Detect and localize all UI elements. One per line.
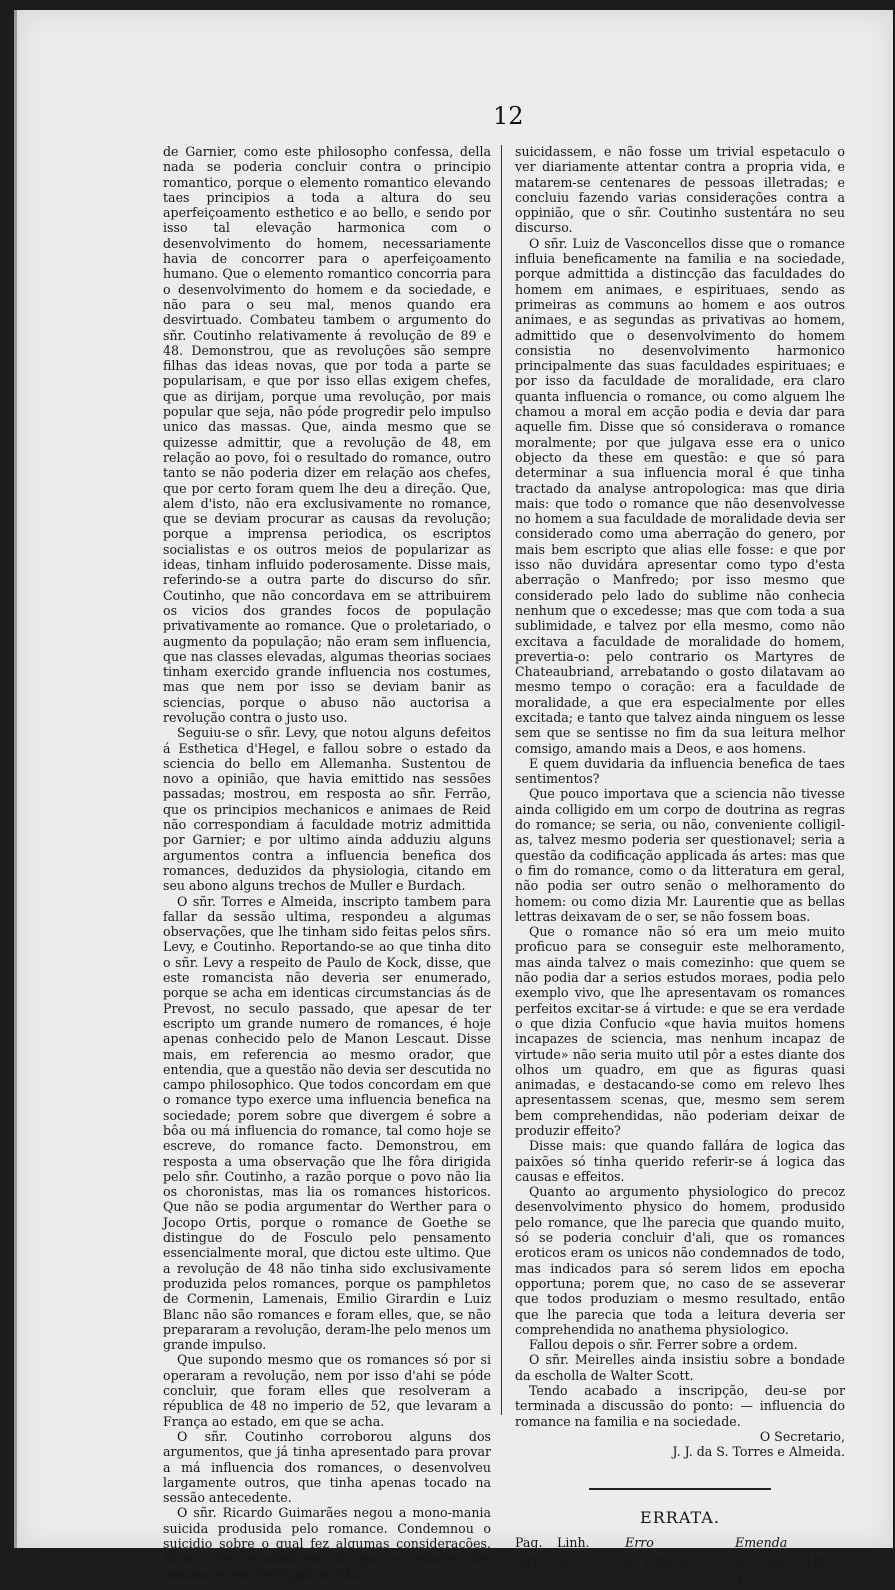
errata-header-row bbox=[515, 1533, 845, 1552]
errata-page: 301 bbox=[515, 1553, 540, 1569]
errata-col-line: Linh. bbox=[557, 1534, 590, 1550]
signature-name: J. J. da S. Torres e Almeida. bbox=[672, 1444, 845, 1460]
paragraph: Fallou depois o sñr. Ferrer sobre a ordem. bbox=[529, 1337, 798, 1353]
paragraph: Tendo acabado a inscripção, deu-se por terminada a discussão do ponto: — influencia do romance na familia e na sociedade. bbox=[515, 1383, 845, 1429]
errata-line: ult. bbox=[557, 1553, 579, 1569]
signature-title: O Secretario, bbox=[759, 1428, 845, 1444]
paragraph: O sñr. Coutinho corroborou alguns dos argumentos, que já tinha apresentado para provar a má influencia dos romances, o desenvolveu largamente outros, que tinha apenas tocado na sessão antecedente. bbox=[163, 1428, 491, 1506]
page-number: 12 bbox=[493, 102, 524, 130]
errata-col-page: Pag. bbox=[515, 1534, 543, 1550]
column-divider bbox=[501, 145, 502, 1415]
errata-heading: ERRATA. bbox=[640, 1507, 720, 1527]
errata-col-correction: Emenda bbox=[735, 1534, 788, 1550]
paragraph: Seguiu-se o sñr. Levy, que notou alguns defeitos á Esthetica d'Hegel, e fallou sobre o estado da sciencia do bello em Allemanha. Sustentou de novo a opinião, que havia emittido nas sessões passadas; mostrou, em resposta ao sñr. Ferrão, que os principios mechanicos e animaes de Reid não correspondiam á faculdade motriz admittida por Garnier; e por ultimo ainda adduziu alguns argumentos contra a influencia benefica dos romances, deduzidos da physiologia, citando em seu abono alguns trechos de Muller e Burdach. bbox=[163, 725, 491, 894]
errata-col-error: Erro bbox=[625, 1534, 654, 1550]
paragraph: E quem duvidaria da influencia benefica de taes sentimentos? bbox=[515, 755, 845, 787]
errata-row bbox=[515, 1552, 845, 1590]
paragraph: Disse mais: que quando fallára de logica das paixões só tinha querido referir-se á logica das causas e effeitos. bbox=[515, 1138, 845, 1184]
paragraph: de Garnier, como este philosopho confessa, della nada se poderia concluir contra o principio romantico, porque o elemento romantico elevando taes principios a toda a altura do seu aperfeiçoamento esthetico e ao bello, e sendo por isso tal elevação harmonica com o desenvolvimento do homem, necessariamente havia de concorrer para o aperfeiçoamento humano. Que o elemento romantico concorria para o desenvolvimento do homem e da sociedade, e não para o seu mal, menos quando era desvirtuado. Combateu tambem o argumento do sñr. Coutinho relativamente á revolução de 89 e 48. Demonstrou, que as revoluções são sempre filhas das ideas novas, que por toda a parte se popularisam, e que por isso ellas exigem chefes, que as dirijam, porque uma revolução, por mais popular que seja, não póde progredir pelo impulso unico das massas. Que, ainda mesmo que se quizesse admittir, que a revolução de 48, em relação ao povo, foi o resultado do romance, outro tanto se não poderia dizer em relação aos chefes, que por certo foram quem lhe deu a direção. Que, alem d'isto, não era exclusivamente no romance, que se deviam procurar as causas da revolução; porque a imprensa periodica, os escriptos socialistas e os outros meios de popularizar as ideas, tinham influido poderosamente. Disse mais, referindo-se a outra parte do discurso do sñr. Coutinho, que não concordava em se attribuirem os vicios dos grandes focos de população privativamente ao romance. Que o proletariado, o augmento da população; não eram sem influencia, que nas classes elevadas, algumas theorias sociaes tinham exercido grande influencia nos costumes, mas que nem por isso se deviam banir as sciencias, porque o abuso não auctorisa a revolução contra o justo uso. bbox=[163, 144, 491, 725]
left-column bbox=[163, 144, 491, 1582]
right-column bbox=[515, 144, 845, 1590]
paragraph: Que supondo mesmo que os romances só por si operaram a revolução, nem por isso d'ahi se póde concluir, que foram elles que resolveram a républica de 48 no imperio de 52, que levaram a França ao estado, em que se acha. bbox=[163, 1352, 491, 1429]
paragraph: O sñr. Ricardo Guimarães negou a mono-mania suicida produsida pelo romance. Condemnou o suicidio sobre o qual fez algumas considerações. Disse, que se admirava de que os leitores dos romances, em Portugal, se não bbox=[163, 1505, 491, 1582]
paragraph: Que pouco importava que a sciencia não tivesse ainda colligido em um corpo de doutrina as regras do romance; se seria, ou não, conveniente colligil-as, talvez mesmo poderia ser questionavel; seria a questão da codificação applicada ás artes: mas que o fim do romance, como o da litteratura em geral, não podia ser outro senão o melhoramento do homem: ou como dizia Mr. Laurentie que as bellas lettras deixavam de o ser, se não fossem boas. bbox=[515, 786, 845, 924]
paragraph: Quanto ao argumento physiologico do precoz desenvolvimento physico do homem, produsido pelo romance, que lhe parecia que quando muito, só se poderia concluir d'ali, que os romances eroticos eram os unicos não condemnados de todo, mas indicados para só serem lidos em epocha opportuna; porem que, no caso de se asseverar que todos produziam o mesmo resultado, então que lhe parecia que toda a leitura deveria ser comprehendida no anathema physiologico. bbox=[515, 1184, 845, 1337]
errata-error: 6'' (180°+☉) bbox=[625, 1553, 706, 1569]
newspaper-page bbox=[14, 10, 893, 1588]
paragraph: O sñr. Torres e Almeida, inscripto tambem para fallar da sessão ultima, respondeu a algumas observações, que lhe tinham sido feitas pelos sñrs. Levy, e Coutinho. Reportando-se ao que tinha dito o sñr. Levy a respeito de Paulo de Kock, disse, que este romancista não deveria ser enumerado, porque se acha em identicas circumstancias ás de Prevost, no seculo passado, que apesar de ter escripto um grande numero de romances, é hoje apenas conhecido pelo de Manon Lescaut. Disse mais, em referencia ao mesmo orador, que entendia, que a questão não devia ser descutida no campo philosophico. Que todos concordam em que o romance typo exerce uma influencia benefica na sociedade; porem sobre que divergem é sobre a bôa ou má influencia do romance, tal como hoje se escreve, do romance facto. Demonstrou, em resposta a uma observação que lhe fôra dirigida pelo sñr. Coutinho, a razão porque o povo não lia os choronistas, mas lia os romances historicos. Que não se podia argumentar do Werther para o Jocopo Ortis, porque o romance de Goethe se distingue do de Fosculo pelo pensamento essencialmente moral, que dictou este ultimo. Que a revolução de 48 não tinha sido exclusivamente produzida pelos romances, porque os pamphletos de Cormenin, Lamenais, Emilio Girardin e Luiz Blanc não são romances e foram elles, que, se não prepararam a revolução, deram-lhe pelo menos um grande impulso. bbox=[163, 893, 491, 1353]
paragraph: O sñr. Luiz de Vasconcellos disse que o romance influia beneficamente na familia e na sociedade, porque admittida a distincção das faculdades do homem em animaes, e espirituaes, sendo as primeiras as communs ao homem e aos outros animaes, e as segundas as privativas ao homem, admittido que o desenvolvimento do homem consistia no desenvolvimento harmonico principalmente das suas faculdades espirituaes; e por isso da faculdade de moralidade, era claro quanta influencia o romance, ou como alguem lhe chamou a moral em acção podia e devia dar para aquelle fim. Disse que só considerava o romance moralmente; por que julgava esse era o unico objecto da these em questão: e que só para determinar a sua influencia moral é que tinha tractado da analyse antropologica: mas que diria mais: que todo o romance que não desenvolvesse no homem a sua faculdade de moralidade devia ser considerado como uma aberração do genero, por mais bem escripto que alias elle fosse: e que por isso não duvidára apresentar como typo d'esta aberração o Manfredo; por isso mesmo que considerado pelo lado do sublime não conhecia nenhum que o excedesse; mas que com toda a sua sublimidade, e talvez por ella mesmo, como não excitava a faculdade de moralidade do homem, prevertia-o: pelo contrario os Martyres de Chateaubriand, arrebatando o gosto dilatavam ao mesmo tempo o coração: era a faculdade de moralidade, a que era especialmente por elles excitada; e tanto que talvez ainda ninguem os lesse sem que se sentisse no fim da sua leitura melhor comsigo, amando mais a Deos, e aos homens. bbox=[515, 235, 845, 756]
paragraph: Que o romance não só era um meio muito proficuo para se conseguir este melhoramento, mas ainda talvez o mais comezinho: que quem se não podia dar a serios estudos moraes, podia pelo exemplo vivo, que lhe apresentavam os romances perfeitos excitar-se á virtude: e que se era verdade o que dizia Confucio «que havia muitos homens incapazes de sciencia, mas nenhum incapaz de virtude» não seria muito util pôr a estes diante dos olhos um quadro, em que as figuras quasi animadas, e destacando-se como em relevo lhes apresentassem scenas, que, mesmo sem serem bem comprehendidas, não poderiam deixar de produzir effeito? bbox=[515, 924, 845, 1138]
section-rule bbox=[589, 1488, 771, 1490]
paragraph: suicidassem, e não fosse um trivial espetaculo o ver diariamente attentar contra a propria vida, e matarem-se centenares de pessoas illetradas; e concluiu fazendo varias considerações contra a oppinião, que o sñr. Coutinho sustentára no seu discurso. bbox=[515, 144, 845, 236]
paragraph: O sñr. Meirelles ainda insistiu sobre a bondade da escholla de Walter Scott. bbox=[515, 1352, 845, 1383]
errata-correction: 6'' sen (180°+☉) bbox=[735, 1553, 835, 1588]
